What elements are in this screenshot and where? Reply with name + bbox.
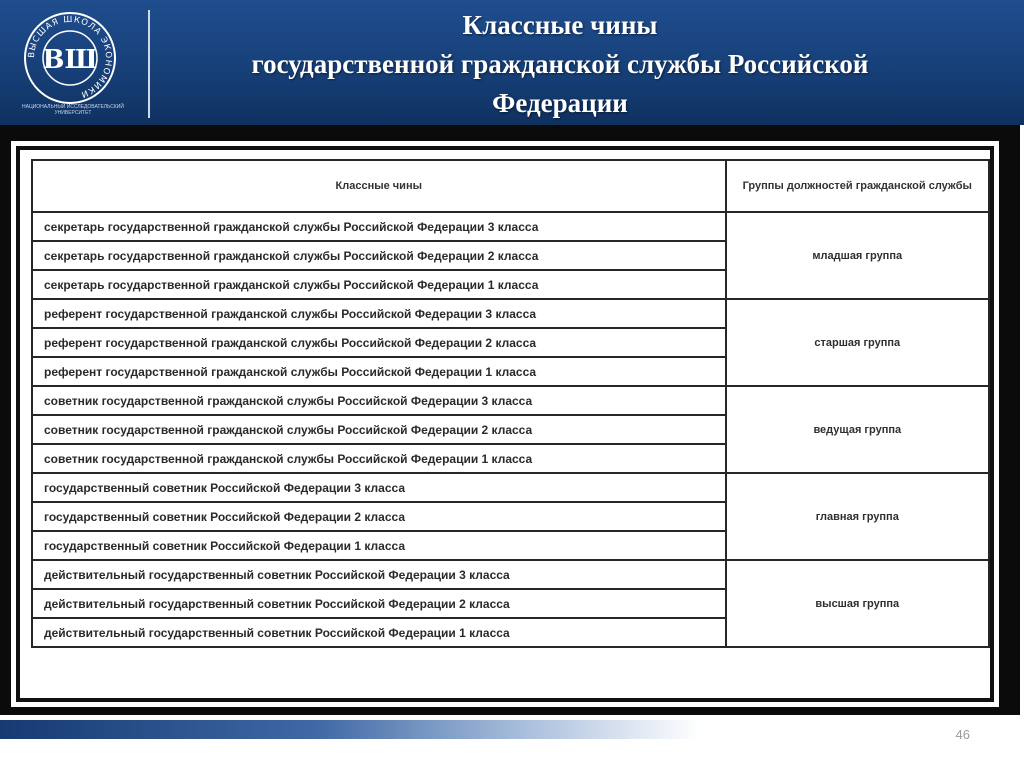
group-cell-leading: ведущая группа bbox=[726, 386, 989, 473]
class-ranks-table bbox=[31, 159, 990, 648]
footer-gradient-bar bbox=[0, 720, 700, 739]
rank-cell: советник государственной гражданской службы Российской Федерации 2 класса bbox=[32, 415, 726, 444]
group-cell-senior: старшая группа bbox=[726, 299, 989, 386]
title-line-2: государственной гражданской службы Российской bbox=[251, 49, 869, 79]
rank-cell: секретарь государственной гражданской службы Российской Федерации 1 класса bbox=[32, 270, 726, 299]
slide-title bbox=[160, 6, 960, 123]
header-groups: Группы должностей гражданской службы bbox=[726, 160, 989, 212]
rank-cell: секретарь государственной гражданской службы Российской Федерации 2 класса bbox=[32, 241, 726, 270]
group-cell-highest: высшая группа bbox=[726, 560, 989, 647]
group-cell-main: главная группа bbox=[726, 473, 989, 560]
rank-cell: действительный государственный советник Российской Федерации 3 класса bbox=[32, 560, 726, 589]
rank-cell: референт государственной гражданской службы Российской Федерации 1 класса bbox=[32, 357, 726, 386]
header-ranks: Классные чины bbox=[32, 160, 726, 212]
title-line-3: Федерации bbox=[492, 88, 628, 118]
rank-cell: государственный советник Российской Федерации 3 класса bbox=[32, 473, 726, 502]
rank-cell: секретарь государственной гражданской службы Российской Федерации 3 класса bbox=[32, 212, 726, 241]
hse-seal-icon bbox=[22, 10, 118, 106]
title-line-1: Классные чины bbox=[462, 10, 658, 40]
logo-ring-text: ВЫСШАЯ ШКОЛА ЭКОНОМИКИ bbox=[26, 14, 114, 100]
outer-frame bbox=[11, 141, 999, 707]
table-row bbox=[32, 299, 989, 328]
group-cell-junior: младшая группа bbox=[726, 212, 989, 299]
rank-cell: советник государственной гражданской службы Российской Федерации 1 класса bbox=[32, 444, 726, 473]
rank-cell: действительный государственный советник Российской Федерации 2 класса bbox=[32, 589, 726, 618]
rank-cell: референт государственной гражданской службы Российской Федерации 3 класса bbox=[32, 299, 726, 328]
logo-monogram: ВШ bbox=[42, 45, 98, 75]
table-row bbox=[32, 473, 989, 502]
rank-cell: советник государственной гражданской службы Российской Федерации 3 класса bbox=[32, 386, 726, 415]
content-panel bbox=[0, 125, 1020, 715]
logo-caption: НАЦИОНАЛЬНЫЙ ИССЛЕДОВАТЕЛЬСКИЙ УНИВЕРСИТЕТ bbox=[22, 104, 124, 116]
inner-frame bbox=[20, 150, 990, 698]
table-header-row bbox=[32, 160, 989, 212]
page-number: 46 bbox=[955, 727, 970, 742]
rank-cell: действительный государственный советник Российской Федерации 1 класса bbox=[32, 618, 726, 647]
rank-cell: государственный советник Российской Федерации 2 класса bbox=[32, 502, 726, 531]
slide-header bbox=[0, 0, 1024, 125]
table-row bbox=[32, 386, 989, 415]
rank-cell: государственный советник Российской Федерации 1 класса bbox=[32, 531, 726, 560]
table-row bbox=[32, 560, 989, 589]
rank-cell: референт государственной гражданской службы Российской Федерации 2 класса bbox=[32, 328, 726, 357]
middle-frame bbox=[16, 146, 994, 702]
table-row bbox=[32, 212, 989, 241]
header-divider bbox=[148, 10, 150, 118]
university-logo bbox=[22, 10, 118, 106]
